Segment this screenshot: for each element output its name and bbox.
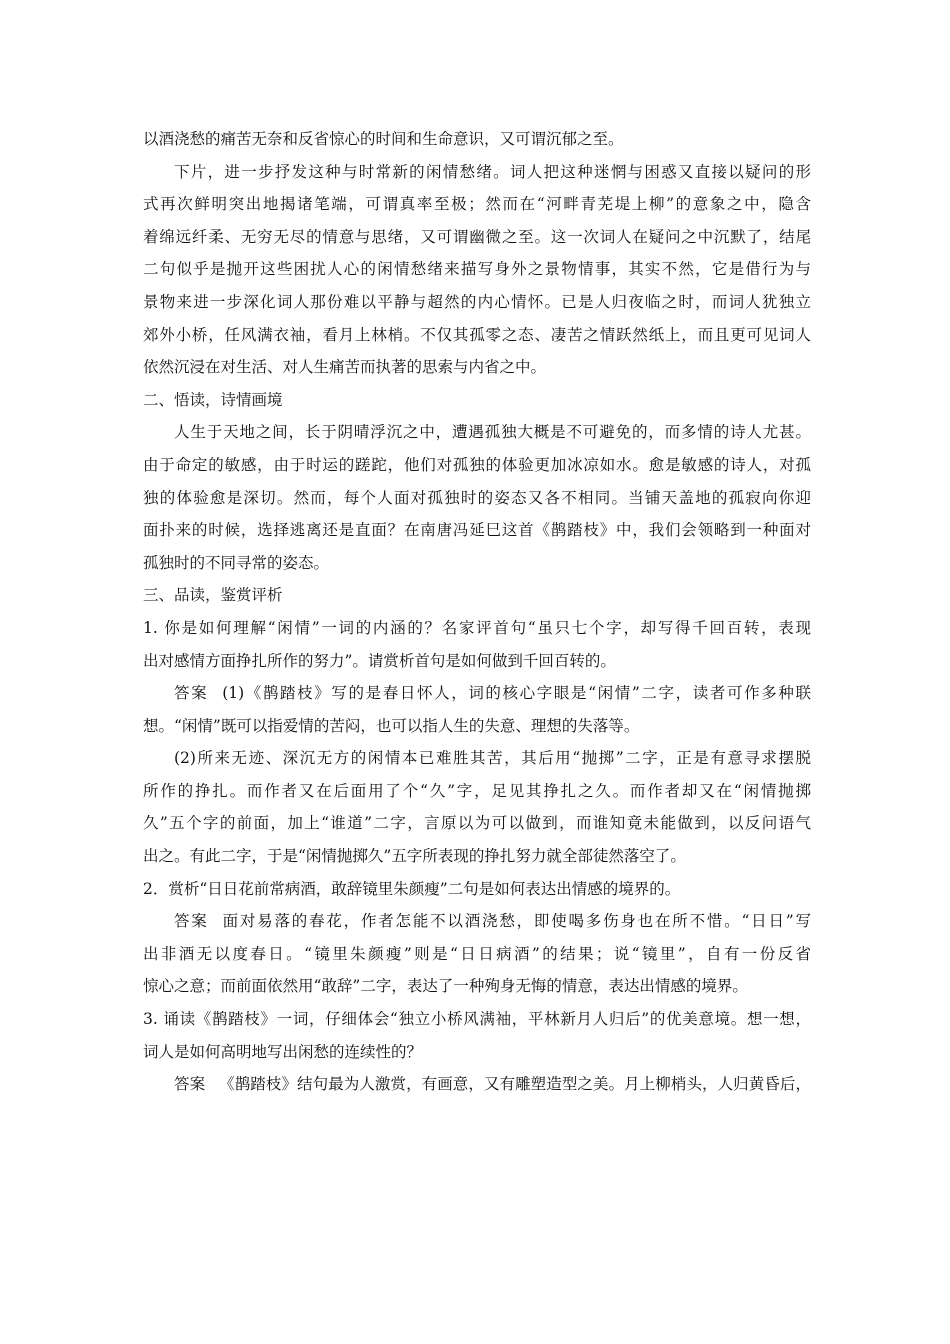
section-heading: 三、品读，鉴赏评析 [143, 586, 283, 605]
paragraph-line: 人生于天地之间，长于阴晴浮沉之中，遭遇孤独大概是不可避免的，而多情的诗人尤甚。 [174, 423, 811, 442]
paragraph-line: 孤独时的不同寻常的姿态。 [143, 553, 330, 572]
answer-line [143, 677, 811, 710]
answer-line [143, 905, 811, 938]
paragraph-line: 着绵远纤柔、无穷无尽的情意与思绪，又可谓幽微之至。这一次词人在疑问之中沉默了，结尾 [143, 227, 811, 246]
paragraph-line: 式再次鲜明突出地揭诸笔端，可谓真率至极；然而在“河畔青芜堤上柳”的意象之中，隐含 [143, 195, 811, 214]
answer-line: (2)所来无迹、深沉无方的闲情本已难胜其苦，其后用“抛掷”二字，正是有意寻求摆脱 [174, 749, 811, 768]
paragraph-line: 下片，进一步抒发这种与时常新的闲情愁绪。词人把这种迷惘与困惑又直接以疑问的形 [174, 162, 811, 181]
question-line: 出对感情方面挣扎所作的努力”。请赏析首句是如何做到千回百转的。 [143, 651, 616, 670]
question-line: 2．赏析“日日花前常病酒，敢辞镜里朱颜瘦”二句是如何表达出情感的境界的。 [143, 879, 681, 898]
paragraph-line: 以酒浇愁的痛苦无奈和反省惊心的时间和生命意识，又可谓沉郁之至。 [143, 130, 624, 148]
document-body [143, 123, 811, 1101]
answer-label: 答案 [174, 1075, 206, 1094]
paragraph-line: 由于命定的敏感，由于时运的蹉跎，他们对孤独的体验更加冰凉如水。愈是敏感的诗人，对孤 [143, 455, 811, 474]
answer-line [143, 1068, 811, 1101]
question-line: 1. 你是如何理解“闲情”一词的内涵的？名家评首句“虽只七个字，却写得千回百转，表现 [143, 618, 811, 637]
question-line: 3. 诵读《鹊踏枝》一词，仔细体会“独立小桥风满袖，平林新月人归后”的优美意境。想一想， [143, 1010, 811, 1029]
answer-line: 出之。有此二字，于是“闲情抛掷久”五字所表现的挣扎努力就全部徒然落空了。 [143, 847, 686, 866]
answer-label: 答案 [174, 684, 209, 703]
paragraph-line: 郊外小桥，任风满衣袖，看月上林梢。不仅其孤零之态、凄苦之情跃然纸上，而且更可见词人 [143, 325, 811, 344]
paragraph-line: 景物来进一步深化词人那份难以平静与超然的内心情怀。已是人归夜临之时，而词人犹独立 [143, 292, 811, 311]
answer-line: 想。“闲情”既可以指爱情的苦闷，也可以指人生的失意、理想的失落等。 [143, 716, 640, 735]
paragraph-line: 依然沉浸在对生活、对人生痛苦而执著的思索与内省之中。 [143, 358, 547, 377]
answer-text: 面对易落的春花，作者怎能不以酒浇愁，即使喝多伤身也在所不惜。“日日”写 [222, 912, 811, 931]
paragraph-line: 二句似乎是抛开这些困扰人心的闲情愁绪来描写身外之景物情事，其实不然，它是借行为与 [143, 260, 811, 279]
answer-text: 《鹊踏枝》结句最为人激赏，有画意，又有雕塑造型之美。月上柳梢头，人归黄昏后， [219, 1075, 811, 1094]
answer-label: 答案 [174, 912, 209, 931]
answer-line: 出非酒无以度春日。“镜里朱颜瘦”则是“日日病酒”的结果；说“镜里”，自有一份反省 [143, 944, 811, 963]
paragraph-line: 独的体验愈是深切。然而，每个人面对孤独时的姿态又各不相同。当铺天盖地的孤寂向你迎 [143, 488, 811, 507]
answer-line: 久”五个字的前面，加上“谁道”二字，言原以为可以做到，而谁知竟未能做到，以反问语气 [143, 814, 811, 833]
answer-line: 所作的挣扎。而作者又在后面用了个“久”字，足见其挣扎之久。而作者却又在“闲情抛掷 [143, 781, 811, 800]
answer-line: 惊心之意；而前面依然用“敢辞”二字，表达了一种殉身无悔的情意，表达出情感的境界。 [143, 977, 748, 996]
question-line: 词人是如何高明地写出闲愁的连续性的？ [143, 1042, 423, 1061]
answer-text: (1)《鹊踏枝》写的是春日怀人，词的核心字眼是“闲情”二字，读者可作多种联 [222, 684, 811, 703]
paragraph-line: 面扑来的时候，选择逃离还是直面？在南唐冯延巳这首《鹊踏枝》中，我们会领略到一种面对 [143, 521, 811, 540]
section-heading: 二、悟读，诗情画境 [143, 390, 283, 409]
